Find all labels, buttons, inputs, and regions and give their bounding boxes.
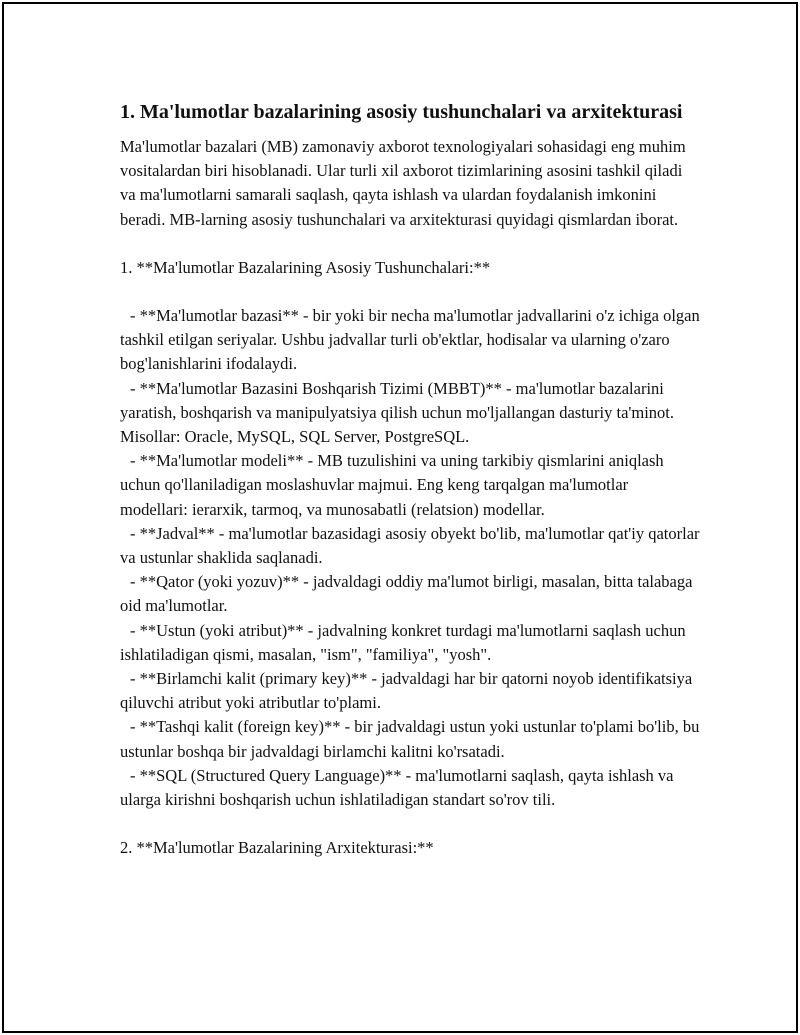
list-item-primary-key: - **Birlamchi kalit (primary key)** - jadvaldagi har bir qatorni noyob identifikatsiya qiluvchi atribut yoki atributlar to'plami. <box>120 669 693 713</box>
list-item-table: - **Jadval** - ma'lumotlar bazasidagi asosiy obyekt bo'lib, ma'lumotlar qat'iy qatorlar va ustunlar shaklida saqlanadi. <box>120 523 700 568</box>
list-item-column: - **Ustun (yoki atribut)** - jadvalning konkret turdagi ma'lumotlarni saqlash uchun ishlatiladigan qismi, masalan, "ism", "familiya", "yosh". <box>120 620 686 664</box>
document-title: 1. Ma'lumotlar bazalarining asosiy tushunchalari va arxitekturasi <box>120 101 683 123</box>
spacer <box>120 812 700 836</box>
list-item-foreign-key: - **Tashqi kalit (foreign key)** - bir jadvaldagi ustun yoki ustunlar to'plami bo'lib, bu ustunlar boshqa bir jadvaldagi birlamchi kalitni ko'rsatadi. <box>120 717 700 761</box>
list-item-data-model: - **Ma'lumotlar modeli** - MB tuzulishini va uning tarkibiy qismlarini aniqlash uchun qo'llaniladigan moslashuvlar majmui. Eng keng tarqalgan ma'lumotlar modellari: ierarxik, tarmoq, va munosabatli (relatsion) modellar. <box>120 451 664 519</box>
section-1-heading: 1. **Ma'lumotlar Bazalarining Asosiy Tushunchalari:** <box>120 257 491 277</box>
intro-paragraph: Ma'lumotlar bazalari (MB) zamonaviy axborot texnologiyalari sohasidagi eng muhim vositalardan biri hisoblanadi. Ular turli xil axborot tizimlarining asosini tashkil qiladi va ma'lumotlarni samarali saqlash, qayta ishlash va ulardan foydalanish imkonini beradi. MB-larning asosiy tushunchalari va arxitekturasi quyidagi qismlardan iborat. <box>120 137 686 229</box>
spacer <box>120 232 700 256</box>
list-item-row: - **Qator (yoki yozuv)** - jadvaldagi oddiy ma'lumot birligi, masalan, bitta talabaga oid ma'lumotlar. <box>120 572 693 616</box>
document-page <box>2 2 798 1033</box>
list-item-sql: - **SQL (Structured Query Language)** - ma'lumotlarni saqlash, qayta ishlash va ularga kirishni boshqarish uchun ishlatiladigan standart so'rov tili. <box>120 765 674 810</box>
spacer <box>120 280 700 304</box>
section-2-heading: 2. **Ma'lumotlar Bazalarining Arxitekturasi:** <box>120 838 434 858</box>
document-content <box>120 98 700 860</box>
list-item-database: - **Ma'lumotlar bazasi** - bir yoki bir necha ma'lumotlar jadvallarini o'z ichiga olgan tashkil etilgan seriyalar. Ushbu jadvallar turli ob'ektlar, hodisalar va ularning o'zaro bog'lanishlarini ifodalaydi. <box>120 306 700 374</box>
list-item-dbms: - **Ma'lumotlar Bazasini Boshqarish Tizimi (MBBT)** - ma'lumotlar bazalarini yaratish, boshqarish va manipulyatsiya qilish uchun mo'ljallangan dasturiy ta'minot. Misollar: Oracle, MySQL, SQL Server, PostgreSQL. <box>120 378 675 447</box>
